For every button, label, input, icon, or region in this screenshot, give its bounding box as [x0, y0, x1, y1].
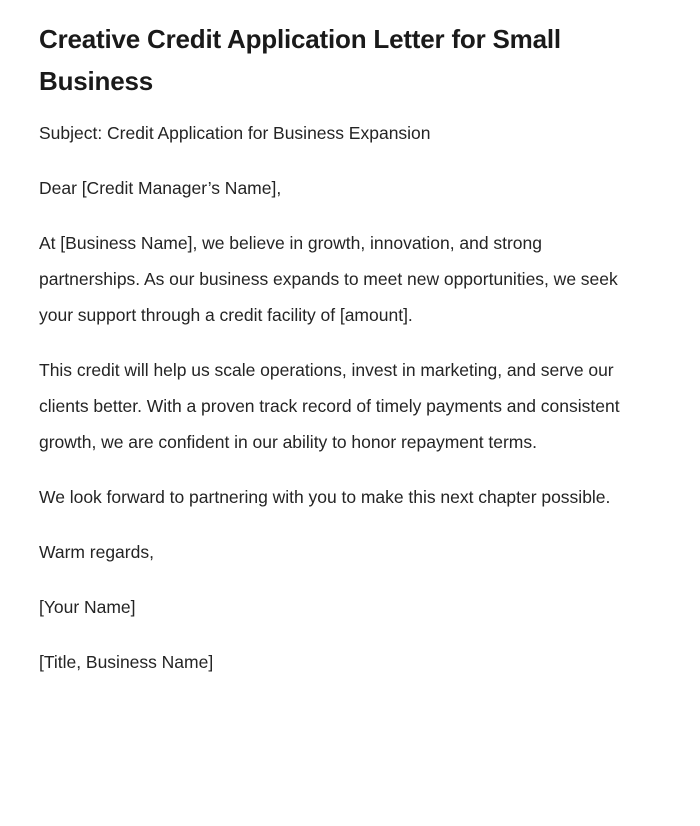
paragraph-closing-statement: We look forward to partnering with you to make this next chapter possible.: [39, 487, 611, 507]
paragraph-subject: Subject: Credit Application for Business Expansion: [39, 123, 431, 143]
page-title: Creative Credit Application Letter for Small Business: [39, 24, 561, 96]
paragraph-sign-off: Warm regards,: [39, 542, 154, 562]
paragraph-signature-title: [Title, Business Name]: [39, 652, 214, 672]
letter-body: [39, 115, 661, 680]
paragraph-justification: This credit will help us scale operations, invest in marketing, and serve our clients better. With a proven track record of timely payments and consistent growth, we are confident in our ability to honor repayment terms.: [39, 360, 620, 452]
paragraph-salutation: Dear [Credit Manager’s Name],: [39, 178, 282, 198]
paragraph-signature-name: [Your Name]: [39, 597, 136, 617]
paragraph-intro: At [Business Name], we believe in growth, innovation, and strong partnerships. As our business expands to meet new opportunities, we seek your support through a credit facility of [amount].: [39, 233, 618, 325]
